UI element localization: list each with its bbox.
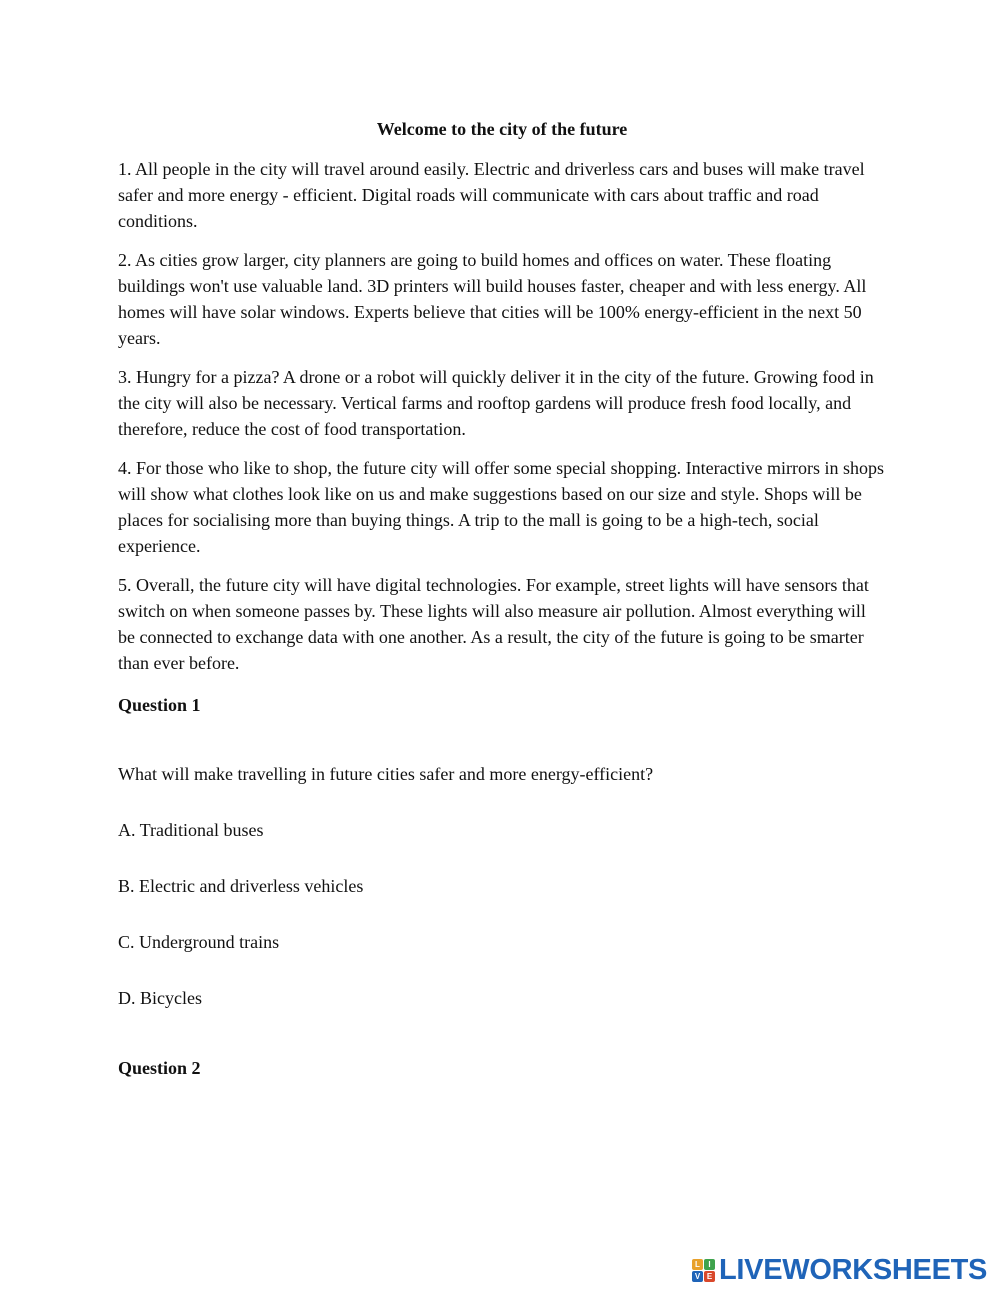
logo-text: LIVEWORKSHEETS (719, 1253, 988, 1286)
question-1-option-d[interactable]: D. Bicycles (118, 988, 202, 1008)
question-1-text: What will make travelling in future cities safer and more energy-efficient? (118, 764, 654, 784)
question-1-option-a[interactable]: A. Traditional buses (118, 820, 264, 840)
question-2-heading: Question 2 (118, 1058, 201, 1078)
paragraph-1: 1. All people in the city will travel around easily. Electric and driverless cars and buses will make travel safer and more energy - efficient. Digital roads will communicate with cars about traffic and road conditions. (118, 159, 865, 231)
worksheet-page (118, 116, 886, 1081)
paragraph-4: 4. For those who like to shop, the future city will offer some special shopping. Interactive mirrors in shops will show what clothes look like on us and make suggestions based on our size and style. Shops will be places for socialising more than buying things. A trip to the mall is going to be a high-tech, social experience. (118, 458, 885, 556)
logo-mark-icon (692, 1259, 715, 1282)
logo-mark-letter-l: L (692, 1259, 703, 1270)
liveworksheets-logo (692, 1254, 987, 1286)
paragraph-3: 3. Hungry for a pizza? A drone or a robot will quickly deliver it in the city of the future. Growing food in the city will also be necessary. Vertical farms and rooftop gardens will produce fresh food locally, and therefore, reduce the cost of food transportation. (118, 367, 874, 439)
question-1-option-b[interactable]: B. Electric and driverless vehicles (118, 876, 364, 896)
paragraph-5: 5. Overall, the future city will have digital technologies. For example, street lights will have sensors that switch on when someone passes by. These lights will also measure air pollution. Almost everything will be connected to exchange data with one another. As a result, the city of the future is going to be smarter than ever before. (118, 575, 869, 673)
paragraph-2: 2. As cities grow larger, city planners are going to build homes and offices on water. These floating buildings won't use valuable land. 3D printers will build houses faster, cheaper and with less energy. All homes will have solar windows. Experts believe that cities will be 100% energy-efficient in the next 50 years. (118, 250, 867, 348)
logo-mark-letter-e: E (704, 1271, 715, 1282)
question-1-option-c[interactable]: C. Underground trains (118, 932, 280, 952)
page-title: Welcome to the city of the future (376, 119, 628, 139)
question-1-heading: Question 1 (118, 695, 201, 715)
logo-mark-letter-v: V (692, 1271, 703, 1282)
logo-mark-letter-i: I (704, 1259, 715, 1270)
